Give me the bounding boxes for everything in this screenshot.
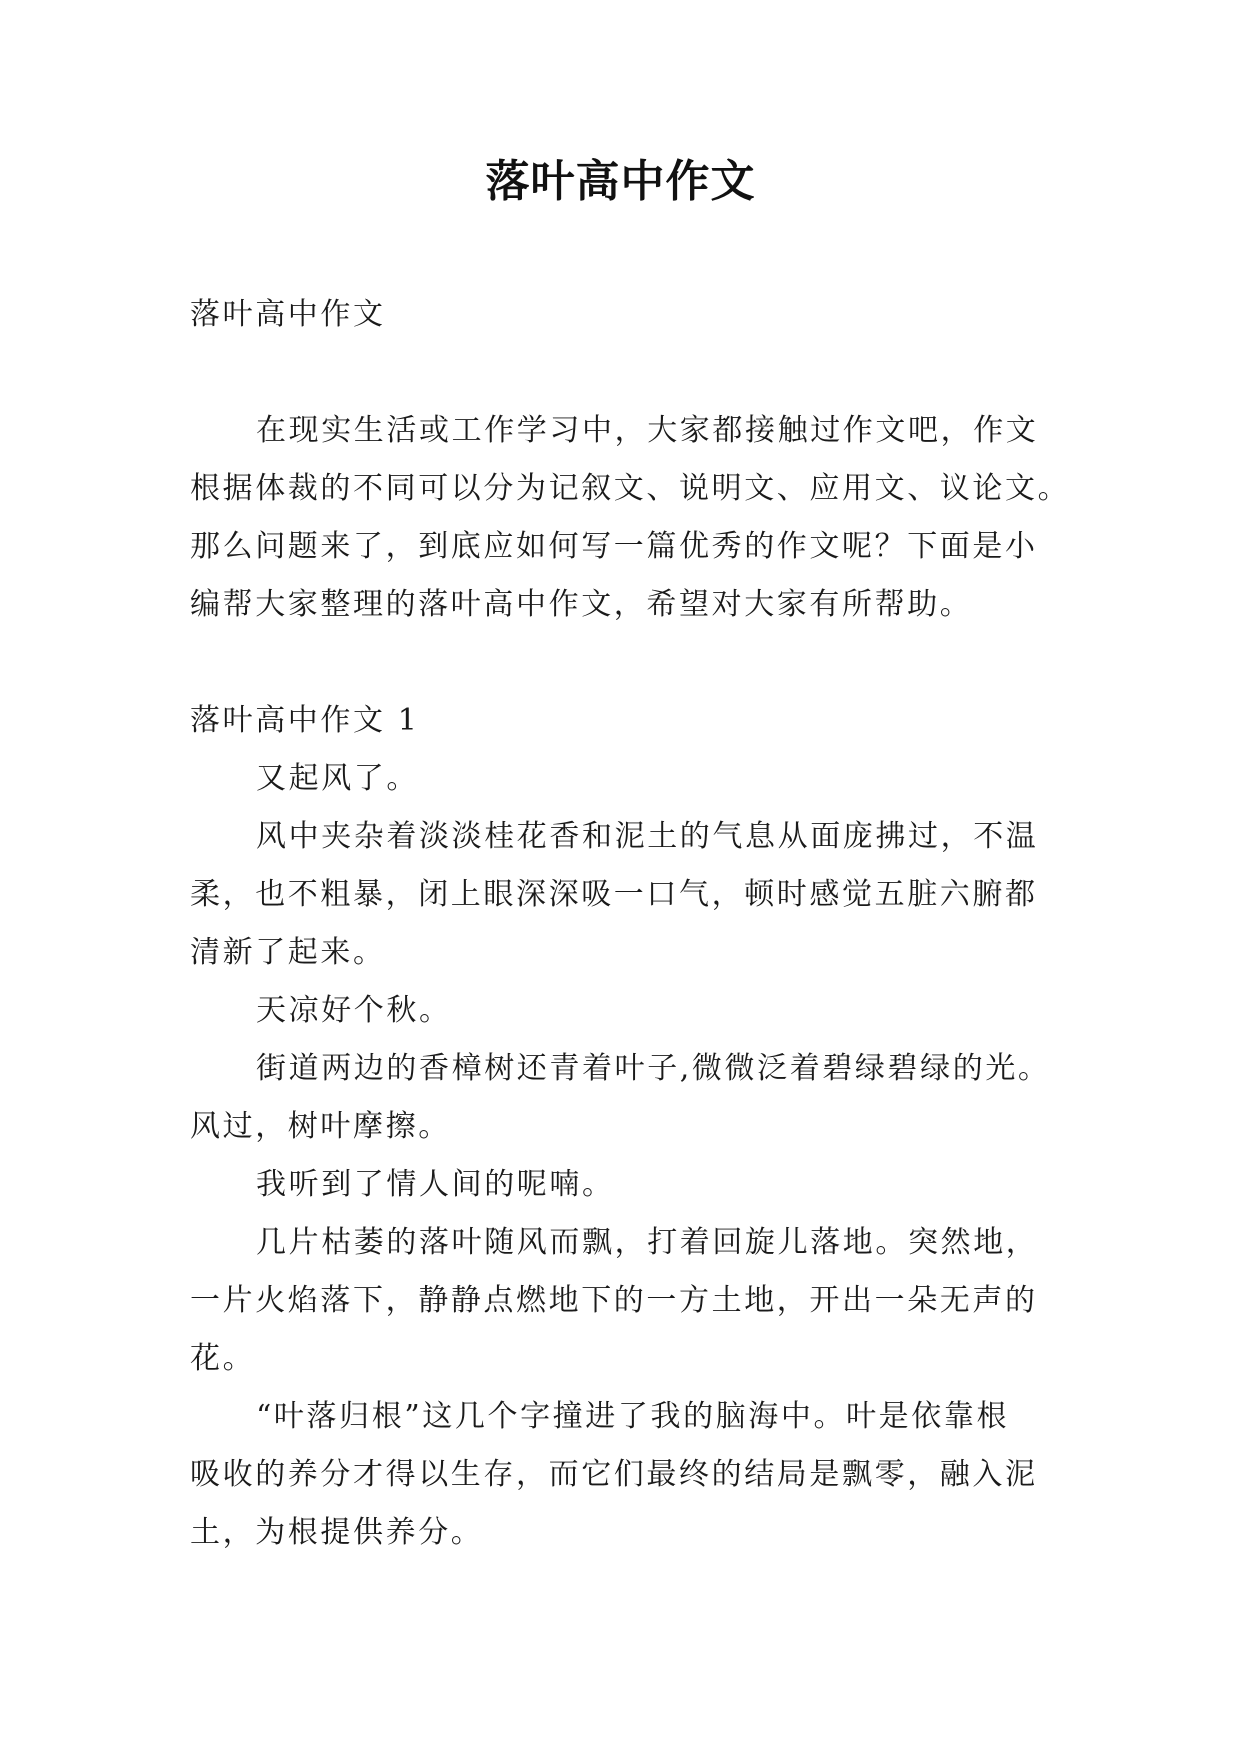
body-line: 街道两边的香樟树还青着叶子,微微泛着碧绿碧绿的光。 <box>256 1051 1051 1086</box>
intro-line: 编帮大家整理的落叶高中作文，希望对大家有所帮助。 <box>190 587 973 622</box>
body-line: 柔，也不粗暴，闭上眼深深吸一口气，顿时感觉五脏六腑都 <box>190 877 1038 912</box>
body-line: “叶落归根”这几个字撞进了我的脑海中。叶是依靠根 <box>256 1399 1010 1434</box>
body-line: 几片枯萎的落叶随风而飘，打着回旋儿落地。突然地， <box>256 1225 1039 1260</box>
essay-heading: 落叶高中作文 1 <box>190 703 420 738</box>
body-line: 清新了起来。 <box>190 935 386 970</box>
document-content <box>190 286 1071 1562</box>
intro-line: 在现实生活或工作学习中，大家都接触过作文吧，作文 <box>256 413 1039 448</box>
document-title: 落叶高中作文 <box>485 156 756 207</box>
spacer <box>190 344 1050 402</box>
body-line: 又起风了。 <box>256 761 419 796</box>
body-line: 花。 <box>190 1341 256 1376</box>
spacer <box>190 634 1050 692</box>
body-line: 吸收的养分才得以生存，而它们最终的结局是飘零，融入泥 <box>190 1457 1038 1492</box>
body-line: 风中夹杂着淡淡桂花香和泥土的气息从面庞拂过，不温 <box>256 819 1039 854</box>
document-subtitle: 落叶高中作文 <box>190 297 386 332</box>
body-line: 我听到了情人间的呢喃。 <box>256 1167 615 1202</box>
body-line: 一片火焰落下，静静点燃地下的一方土地，开出一朵无声的 <box>190 1283 1038 1318</box>
body-line: 天凉好个秋。 <box>256 993 452 1028</box>
body-line: 土，为根提供养分。 <box>190 1515 484 1550</box>
intro-line: 那么问题来了，到底应如何写一篇优秀的作文呢？下面是小 <box>190 529 1038 564</box>
body-line: 风过，树叶摩擦。 <box>190 1109 451 1144</box>
intro-line: 根据体裁的不同可以分为记叙文、说明文、应用文、议论文。 <box>190 471 1071 506</box>
